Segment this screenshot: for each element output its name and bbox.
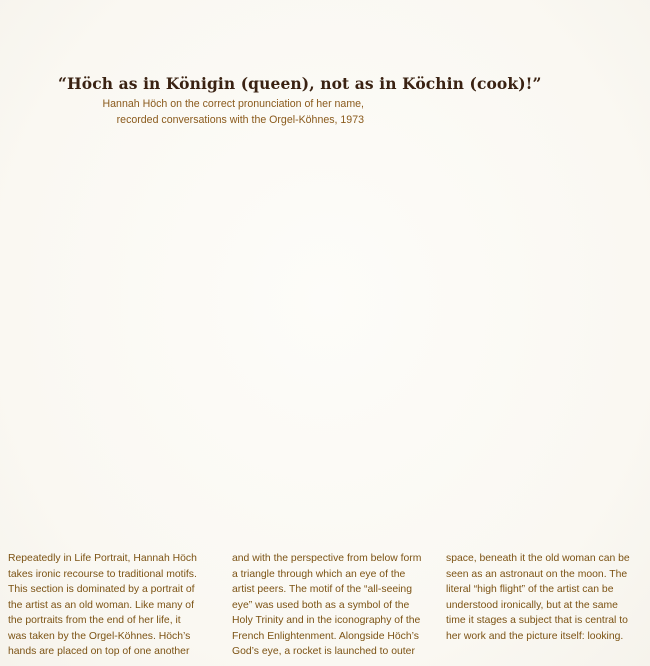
body-line: literal “high flight” of the artist can be	[446, 584, 614, 595]
body-line: eye” was used both as a symbol of the	[232, 599, 410, 611]
attribution-line: Hannah Höch on the correct pronunciation of her name,	[102, 98, 364, 110]
body-line: hands are placed on top of one another	[8, 646, 190, 657]
body-line: a triangle through which an eye of the	[232, 568, 406, 580]
body-line: space, beneath it the old woman can be	[446, 553, 630, 564]
epigraph-attribution	[103, 97, 364, 128]
body-line: was taken by the Orgel-Köhnes. Höch’s	[8, 630, 191, 642]
body-line: time it stages a subject that is central to	[446, 615, 628, 626]
epigraph-quote: “Höch as in Königin (queen), not as in Köchin (cook)!”	[58, 74, 542, 93]
body-line: French Enlightenment. Alongside Höch’s	[232, 630, 419, 642]
body-line: Holy Trinity and in the iconography of the	[232, 615, 421, 626]
body-line: seen as an astronaut on the moon. The	[446, 568, 628, 580]
body-line: Repeatedly in Life Portrait, Hannah Höch	[8, 553, 197, 564]
body-line: her work and the picture itself: looking.	[446, 630, 624, 642]
body-line: and with the perspective from below form	[232, 553, 422, 564]
body-line: This section is dominated by a portrait of	[8, 584, 195, 595]
body-line: the artist as an old woman. Like many of	[8, 599, 194, 611]
body-line: takes ironic recourse to traditional motifs.	[8, 568, 197, 580]
body-line: understood ironically, but at the same	[446, 599, 618, 611]
body-column-3	[446, 551, 650, 644]
body-line: the portraits from the end of her life, it	[8, 615, 181, 626]
body-column-2	[232, 551, 442, 660]
body-line: artist peers. The motif of the “all-seeing	[232, 584, 412, 595]
body-line: God’s eye, a rocket is launched to outer	[232, 646, 415, 657]
attribution-line: recorded conversations with the Orgel-Köhnes, 1973	[116, 113, 364, 126]
body-column-1	[8, 551, 218, 660]
